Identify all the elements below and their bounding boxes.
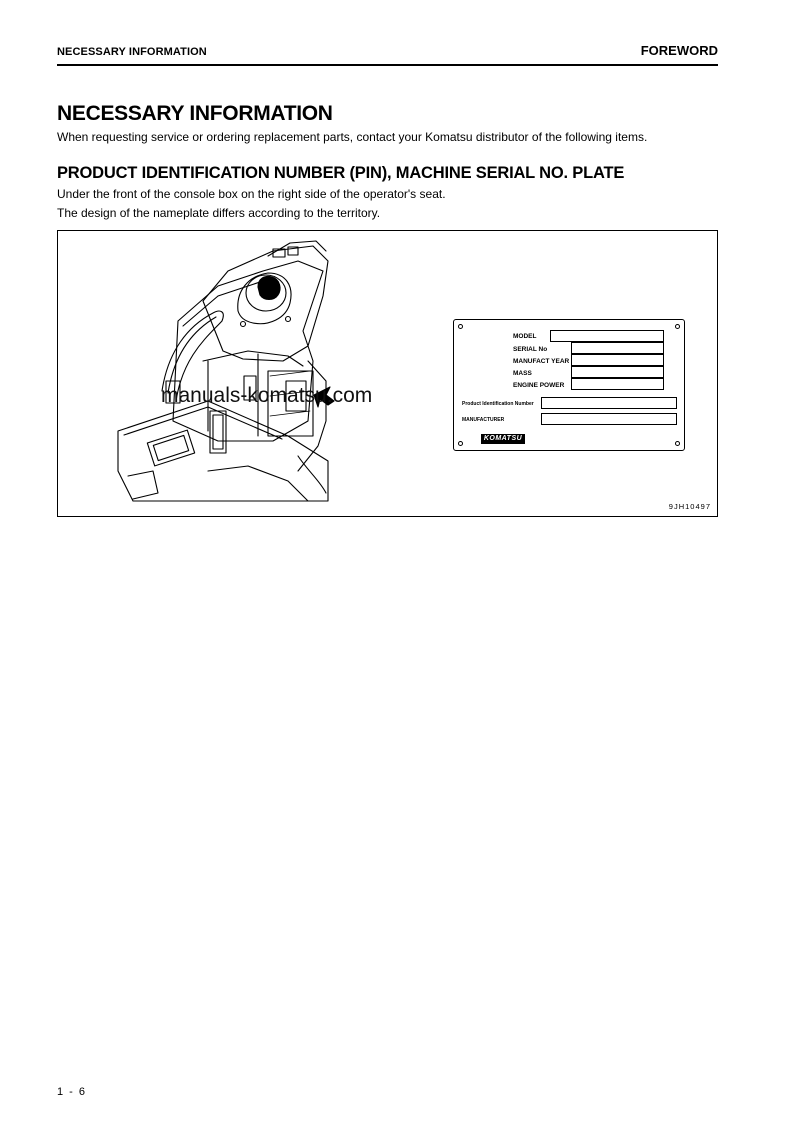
machine-serial-plate [453,319,685,451]
watermark-text: manuals-komatsu.com [161,384,373,407]
location-paragraph: Under the front of the console box on the right side of the operator's seat. [57,187,446,201]
subsection-title: PRODUCT IDENTIFICATION NUMBER (PIN), MACHINE SERIAL NO. PLATE [57,164,625,182]
plate-field-label: ENGINE POWER [513,382,565,389]
plate-field-label: MASS [513,370,532,377]
plate-field-label: MODEL [513,333,537,340]
plate-field-label: SERIAL No [513,346,548,353]
komatsu-logo: KOMATSU [481,434,525,444]
plate-field-label: MANUFACT YEAR [513,358,570,365]
header-rule [57,64,718,66]
plate-rivet-icon [675,441,680,446]
plate-manufacturer-box [541,413,677,425]
plate-rivet-icon [675,324,680,329]
figure-frame [57,230,718,517]
plate-rivet-icon [458,324,463,329]
plate-rivet-icon [458,441,463,446]
page-number: 1 - 6 [57,1086,87,1098]
plate-field-box [571,378,664,390]
page-title: NECESSARY INFORMATION [57,102,333,125]
plate-field-box [571,366,664,378]
plate-manufacturer-label: MANUFACTURER [462,417,505,423]
plate-field-box [571,342,664,354]
figure-code: 9JH10497 [668,502,711,511]
design-note-paragraph: The design of the nameplate differs according to the territory. [57,206,381,220]
header-chapter-title: FOREWORD [640,43,718,58]
plate-pin-box [541,397,677,409]
plate-field-box [571,354,664,366]
intro-paragraph: When requesting service or ordering replacement parts, contact your Komatsu distributor of the following items. [57,130,648,144]
header-section-title: NECESSARY INFORMATION [57,46,207,58]
plate-field-box [550,330,664,342]
plate-pin-label: Product Identification Number [462,401,534,407]
